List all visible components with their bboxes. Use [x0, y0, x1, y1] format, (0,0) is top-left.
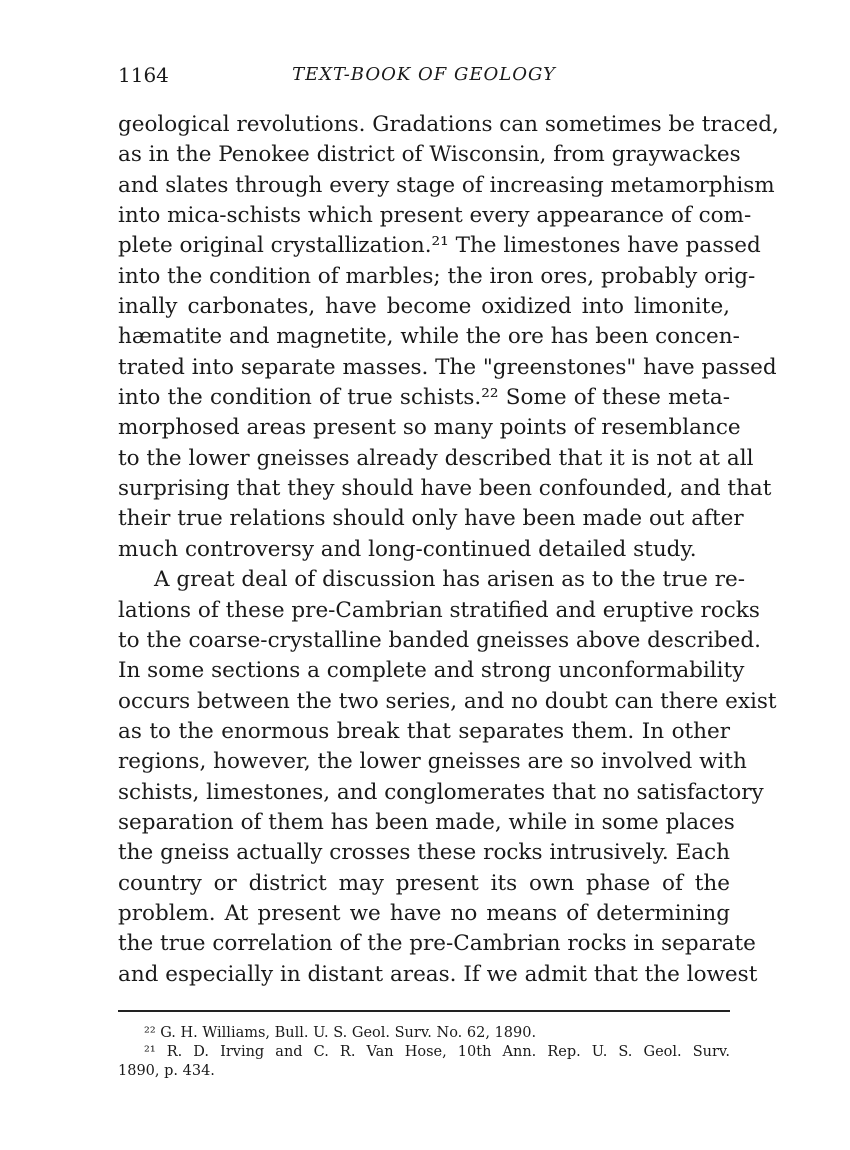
text-line: their true relations should only have been made out after	[118, 506, 744, 532]
text-line: geological revolutions. Gradations can sometimes be traced,	[118, 112, 779, 137]
text-line: as to the enormous break that separates them. In other	[118, 718, 730, 744]
text-line: much controversy and long-continued detailed study.	[118, 536, 697, 562]
text-line: trated into separate masses. The "greenstones" have passed	[118, 354, 777, 380]
text-line: into the condition of true schists.²² Some of these meta-	[118, 385, 730, 411]
text-line: problem. At present we have no means of determining	[118, 900, 730, 926]
footnote-21: ²¹ R. D. Irving and C. R. Van Hose, 10th Ann. Rep. U. S. Geol. Surv.	[144, 1044, 730, 1060]
text-line: lations of these pre-Cambrian stratified and eruptive rocks	[118, 597, 760, 623]
text-line: hæmatite and magnetite, while the ore has been concen-	[118, 324, 740, 350]
text-line: schists, limestones, and conglomerates that no satisfactory	[118, 779, 764, 805]
footnote-22: ²² G. H. Williams, Bull. U. S. Geol. Surv. No. 62, 1890.	[144, 1025, 537, 1041]
text-line: the gneiss actually crosses these rocks intrusively. Each	[118, 840, 730, 866]
text-line: inally carbonates, have become oxidized into limonite,	[118, 294, 730, 320]
text-line: as in the Penokee district of Wisconsin, from graywackes	[118, 142, 741, 168]
text-line: and slates through every stage of increasing metamorphism	[118, 172, 775, 198]
paragraph-2	[118, 565, 777, 990]
text-line: and especially in distant areas. If we admit that the lowest	[118, 961, 758, 987]
page-number: 1164	[118, 63, 169, 87]
text-line: the true correlation of the pre-Cambrian rocks in separate	[118, 931, 756, 957]
text-line: occurs between the two series, and no doubt can there exist	[118, 688, 777, 714]
text-line: country or district may present its own phase of the	[118, 870, 730, 896]
text-line: In some sections a complete and strong unconformability	[118, 658, 745, 684]
running-title: TEXT-BOOK OF GEOLOGY	[292, 64, 556, 85]
text-line: morphosed areas present so many points of resemblance	[118, 415, 741, 441]
paragraph-1	[118, 110, 779, 565]
footnote-rule	[118, 1010, 730, 1012]
text-line: A great deal of discussion has arisen as to the true re-	[154, 567, 745, 593]
text-line: to the lower gneisses already described that it is not at all	[118, 445, 754, 471]
text-line: into mica-schists which present every appearance of com-	[118, 203, 752, 229]
text-line: surprising that they should have been confounded, and that	[118, 476, 772, 502]
body-text	[118, 110, 779, 990]
footnotes	[118, 1024, 730, 1081]
text-line: to the coarse-crystalline banded gneisses above described.	[118, 627, 761, 653]
text-line: into the condition of marbles; the iron ores, probably orig-	[118, 263, 756, 289]
text-line: separation of them has been made, while in some places	[118, 809, 735, 835]
running-head	[118, 58, 730, 92]
footnote-21-continued: 1890, p. 434.	[118, 1063, 215, 1079]
text-line: regions, however, the lower gneisses are so involved with	[118, 749, 747, 775]
text-line: plete original crystallization.²¹ The limestones have passed	[118, 233, 761, 259]
